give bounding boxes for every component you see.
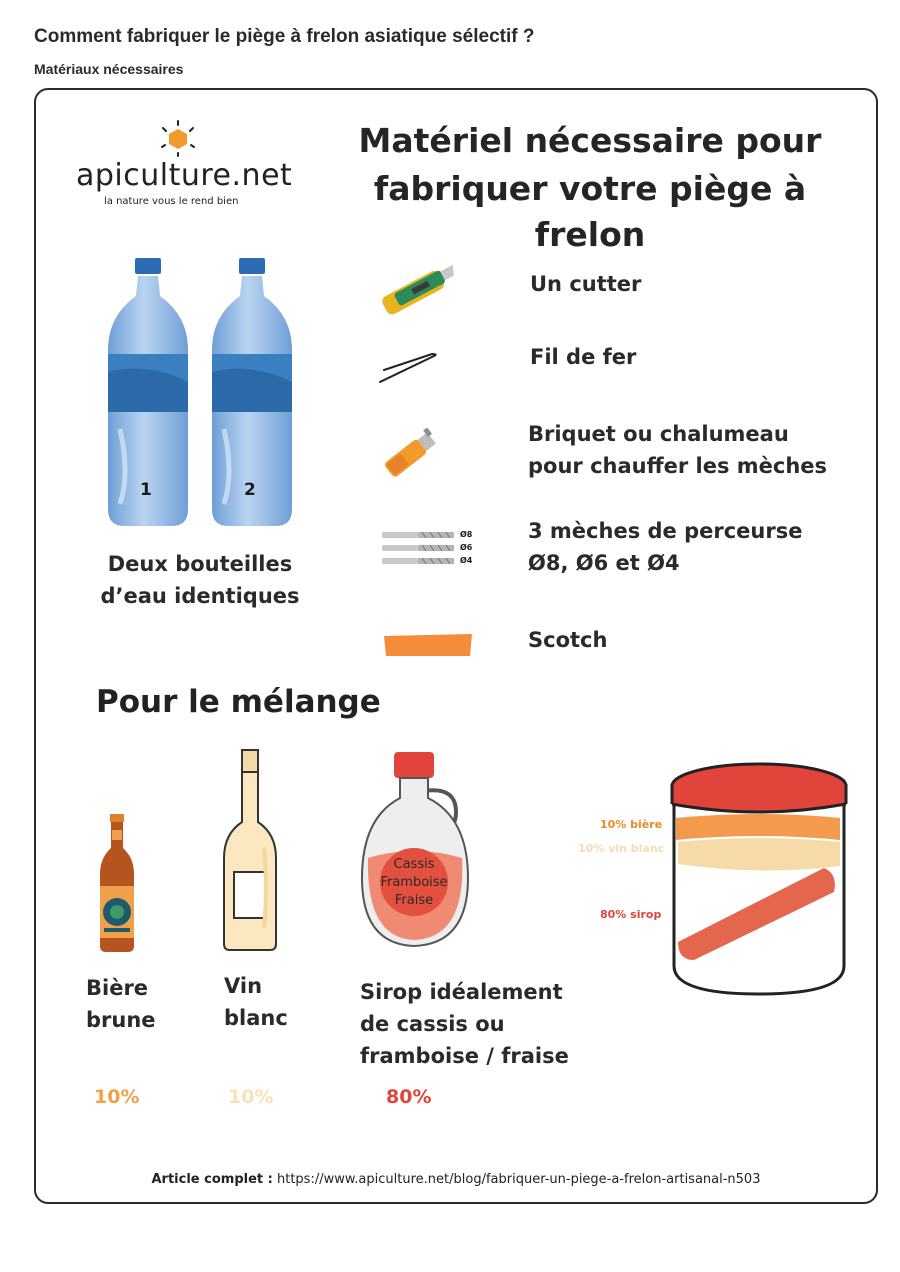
mix-wine-percent: 10%: [228, 1086, 274, 1108]
syrup-bottle-icon: [356, 748, 474, 952]
drill-size-6: Ø6: [460, 543, 473, 552]
mix-beer-percent: 10%: [94, 1086, 140, 1108]
drill-bit-6-icon: [382, 545, 454, 551]
page-title: Comment fabriquer le piège à frelon asiatique sélectif ?: [34, 26, 535, 47]
material-wire-label: Fil de fer: [530, 345, 637, 369]
mix-heading: Pour le mélange: [96, 684, 381, 720]
mix-wine-label-line-2: blanc: [224, 1006, 288, 1030]
logo-name: apiculture.net: [76, 158, 293, 193]
bottle-number-1: 1: [140, 480, 152, 500]
lighter-icon: [376, 428, 442, 478]
main-heading-line-2: fabriquer votre piège à frelon: [373, 169, 807, 254]
footer-prefix: Article complet :: [151, 1172, 273, 1187]
bottle-number-2: 2: [244, 480, 256, 500]
wire-icon: [376, 350, 438, 386]
jar-layer-wine-label: 10% vin blanc: [578, 842, 665, 855]
water-bottles-illustration: [100, 254, 300, 534]
material-lighter-label-line-2: pour chauffer les mèches: [528, 454, 828, 478]
syrup-flavor-framboise: Framboise: [380, 875, 448, 890]
bottles-label-line-1: Deux bouteilles: [107, 552, 293, 576]
drill-size-4: Ø4: [460, 556, 473, 565]
beer-bottle-icon: [96, 812, 138, 954]
jar-layer-beer-label: 10% bière: [600, 818, 663, 831]
cutter-icon: [372, 258, 464, 320]
footer-url[interactable]: https://www.apiculture.net/blog/fabriquer-un-piege-a-frelon-artisanal-n503: [277, 1172, 761, 1187]
mix-syrup-label-line-3: framboise / fraise: [360, 1044, 569, 1068]
material-lighter-label-line-1: Briquet ou chalumeau: [528, 422, 789, 446]
syrup-flavor-cassis: Cassis: [393, 857, 435, 872]
mix-beer-label-line-2: brune: [86, 1008, 156, 1032]
syrup-flavor-fraise: Fraise: [394, 893, 434, 908]
drill-size-8: Ø8: [460, 530, 473, 539]
material-tape-label: Scotch: [528, 628, 608, 652]
footer: [34, 1172, 878, 1187]
bottles-label-line-2: d’eau identiques: [100, 584, 300, 608]
mix-syrup-label-line-2: de cassis ou: [360, 1012, 505, 1036]
trap-jar-illustration: [664, 756, 854, 1002]
jar-layer-syrup-label: 80% sirop: [600, 908, 662, 921]
material-cutter-label: Un cutter: [530, 272, 642, 296]
material-drill-label-line-1: 3 mèches de perceurse: [528, 519, 803, 543]
mix-syrup-percent: 80%: [386, 1086, 432, 1108]
wine-bottle-icon: [220, 748, 280, 954]
drill-bit-4-icon: [382, 558, 454, 564]
drill-bits-icon: [380, 528, 458, 570]
drill-bit-8-icon: [382, 532, 454, 538]
tape-icon: [380, 630, 476, 660]
mix-beer-label-line-1: Bière: [86, 976, 149, 1000]
page-subtitle: Matériaux nécessaires: [34, 61, 184, 77]
mix-syrup-label-line-1: Sirop idéalement: [360, 980, 563, 1004]
main-heading-line-1: Matériel nécessaire pour: [358, 121, 822, 160]
logo-tagline: la nature vous le rend bien: [104, 196, 239, 207]
material-drill-label-line-2: Ø8, Ø6 et Ø4: [528, 551, 680, 575]
sun-icon: [158, 120, 198, 160]
mix-wine-label-line-1: Vin: [224, 974, 263, 998]
